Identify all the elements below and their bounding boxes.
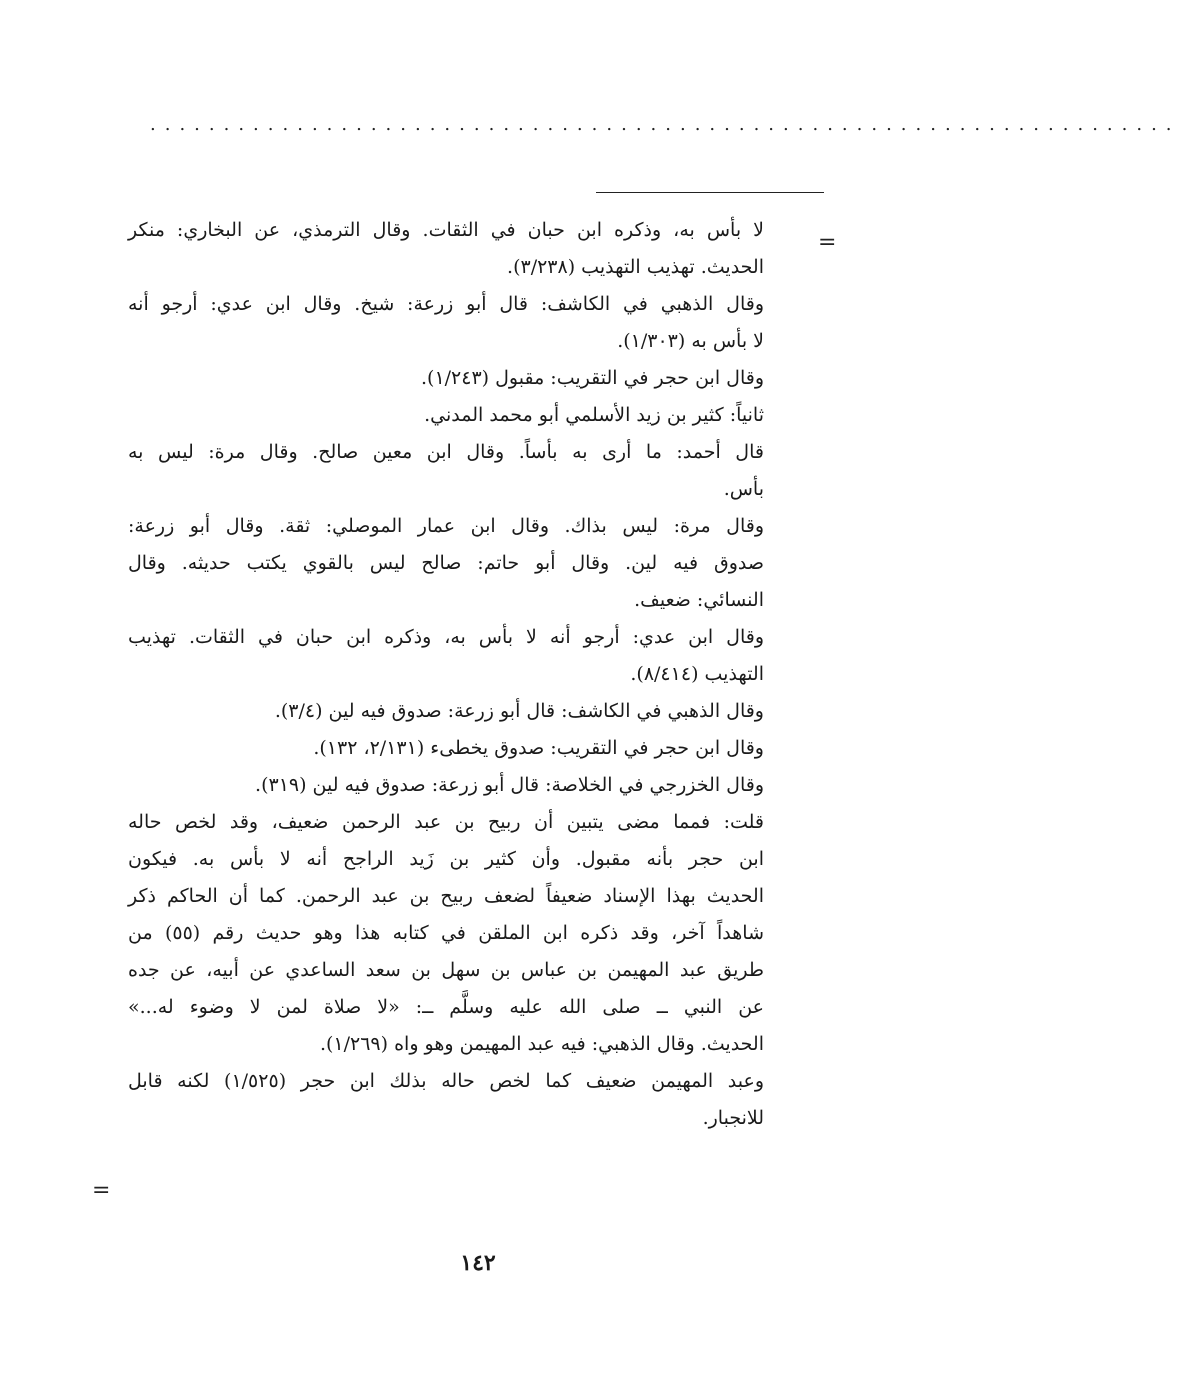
- text-line: عن النبي ــ صلى الله عليه وسلَّم ــ: «لا صلاة لمن لا وضوء له...»: [128, 996, 764, 1018]
- text-line: وقال ابن حجر في التقريب: صدوق يخطىء (٢/١٣١، ١٣٢).: [313, 737, 764, 759]
- text-line: الحديث بهذا الإسناد ضعيفاً لضعف ربيح بن عبد الرحمن. كما أن الحاكم ذكر: [128, 885, 764, 907]
- text-line: الحديث. وقال الذهبي: فيه عبد المهيمن وهو واه (١/٢٦٩).: [319, 1033, 764, 1055]
- text-line: طريق عبد المهيمن بن عباس بن سهل بن سعد الساعدي عن أبيه، عن جده: [128, 959, 764, 981]
- text-line: وقال الذهبي في الكاشف: قال أبو زرعة: شيخ. وقال ابن عدي: أرجو أنه: [128, 293, 764, 315]
- text-line: الحديث. تهذيب التهذيب (٣/٢٣٨).: [507, 256, 764, 278]
- text-line: ابن حجر بأنه مقبول. وأن كثير بن زَيد الراجح أنه لا بأس به. فيكون: [128, 848, 764, 870]
- text-line: قلت: فمما مضى يتبين أن ربيح بن عبد الرحمن ضعيف، وقد لخص حاله: [128, 811, 764, 833]
- text-line: وقال مرة: ليس بذاك. وقال ابن عمار الموصلي: ثقة. وقال أبو زرعة:: [128, 515, 764, 537]
- text-line: بأس.: [723, 478, 764, 500]
- header-dotted-rule: ......................................................................: [150, 114, 1181, 135]
- text-line: وعبد المهيمن ضعيف كما لخص حاله بذلك ابن حجر (١/٥٢٥) لكنه قابل: [128, 1070, 764, 1092]
- footnote-text-block: [128, 212, 764, 1137]
- text-line: النسائي: ضعيف.: [634, 589, 764, 611]
- footnote-separator-rule: [596, 192, 824, 193]
- text-line: ثانياً: كثير بن زيد الأسلمي أبو محمد المدني.: [424, 404, 764, 426]
- text-line: لا بأس به (١/٣٠٣).: [617, 330, 764, 352]
- text-line: شاهداً آخر، وقد ذكره ابن الملقن في كتابه هذا وهو حديث رقم (٥٥) من: [128, 922, 764, 944]
- continuation-mark-bottom: =: [92, 1178, 111, 1203]
- text-line: وقال الخزرجي في الخلاصة: قال أبو زرعة: صدوق فيه لين (٣١٩).: [255, 774, 764, 796]
- text-line: صدوق فيه لين. وقال أبو حاتم: صالح ليس بالقوي يكتب حديثه. وقال: [128, 552, 764, 574]
- page-number: ١٤٢: [460, 1250, 496, 1276]
- text-line: للانجبار.: [702, 1107, 764, 1129]
- continuation-mark-top: =: [818, 230, 837, 255]
- text-line: التهذيب (٨/٤١٤).: [630, 663, 764, 685]
- text-line: وقال ابن عدي: أرجو أنه لا بأس به، وذكره ابن حبان في الثقات. تهذيب: [128, 626, 764, 648]
- text-line: وقال ابن حجر في التقريب: مقبول (١/٢٤٣).: [420, 367, 764, 389]
- text-line: وقال الذهبي في الكاشف: قال أبو زرعة: صدوق فيه لين (٣/٤).: [274, 700, 764, 722]
- text-line: قال أحمد: ما أرى به بأساً. وقال ابن معين صالح. وقال مرة: ليس به: [128, 441, 764, 463]
- text-line: لا بأس به، وذكره ابن حبان في الثقات. وقال الترمذي، عن البخاري: منكر: [128, 219, 764, 241]
